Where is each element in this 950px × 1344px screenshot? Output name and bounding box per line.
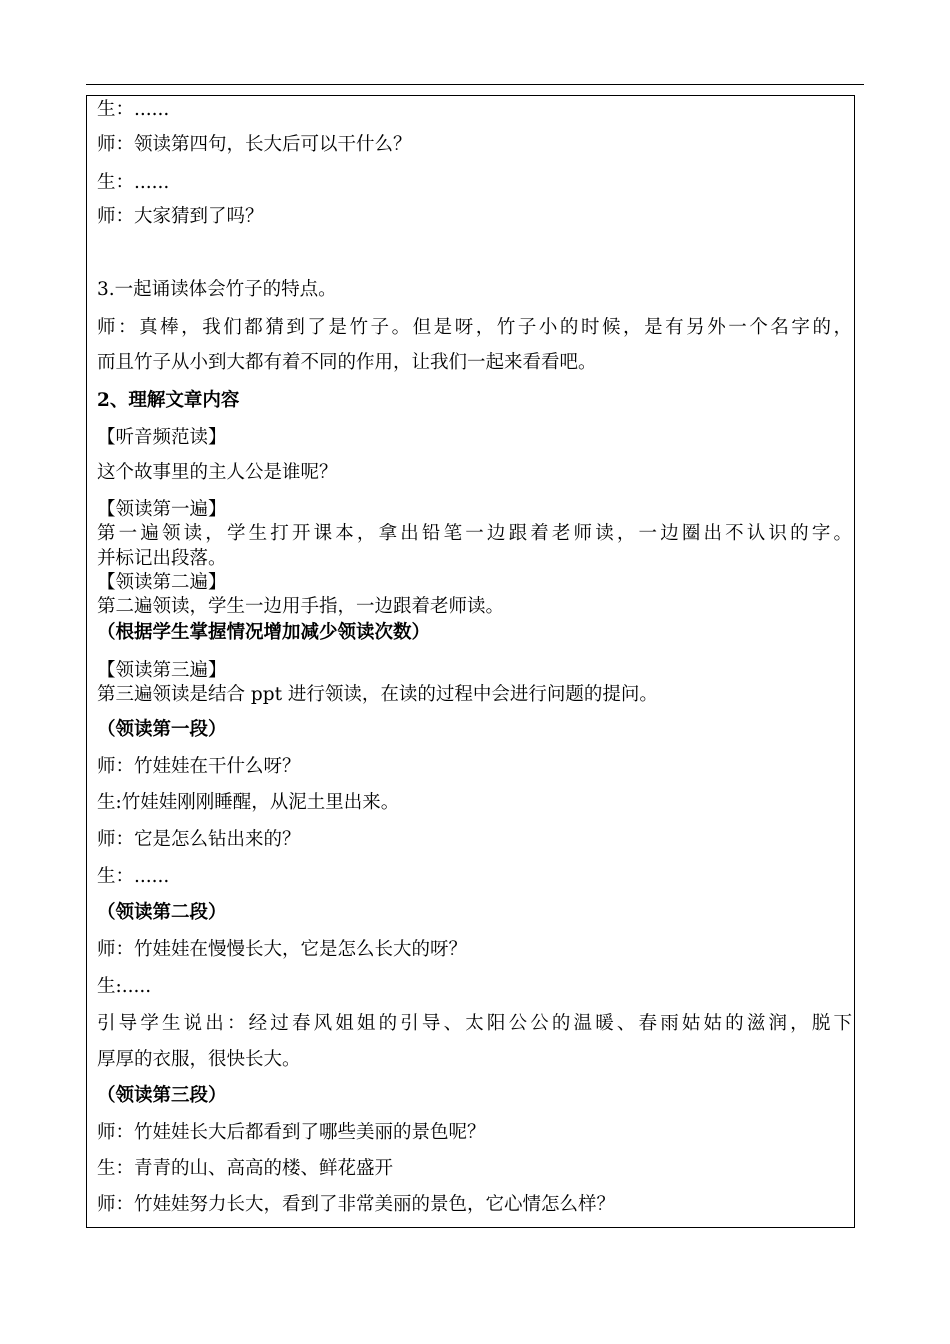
paragraph-heading: （领读第一段） xyxy=(97,719,227,740)
student-reply-line: 生：...... xyxy=(97,172,170,193)
step-heading: 3.一起诵读体会竹子的特点。 xyxy=(97,279,337,300)
teacher-question-line: 师：竹娃娃在干什么呀？ xyxy=(97,756,301,777)
student-reply-line: 生:..... xyxy=(97,976,152,997)
activity-label: 【领读第一遍】 xyxy=(97,499,227,520)
teacher-paragraph-line: 师：真棒，我们都猜到了是竹子。但是呀，竹子小的时候，是有另外一个名字的， xyxy=(97,317,852,338)
note-line: （根据学生掌握情况增加减少领读次数） xyxy=(97,622,431,643)
teacher-question-line: 师：领读第四句，长大后可以干什么？ xyxy=(97,134,412,155)
instruction-line: 第二遍领读，学生一边用手指，一边跟着老师读。 xyxy=(97,596,505,617)
student-reply-line: 生：...... xyxy=(97,866,170,887)
guidance-line: 厚厚的衣服，很快长大。 xyxy=(97,1049,301,1070)
teacher-paragraph-line: 而且竹子从小到大都有着不同的作用，让我们一起来看看吧。 xyxy=(97,352,597,373)
teacher-question-line: 师：竹娃娃在慢慢长大，它是怎么长大的呀？ xyxy=(97,939,468,960)
paragraph-heading: （领读第二段） xyxy=(97,902,227,923)
teacher-question-line: 师：竹娃娃长大后都看到了哪些美丽的景色呢？ xyxy=(97,1122,486,1143)
teacher-question-line: 师：它是怎么钻出来的？ xyxy=(97,829,301,850)
section-heading: 2、理解文章内容 xyxy=(97,390,240,411)
student-reply-line: 生：青青的山、高高的楼、鲜花盛开 xyxy=(97,1158,394,1179)
guidance-line: 引导学生说出：经过春风姐姐的引导、太阳公公的温暖、春雨姑姑的滋润，脱下 xyxy=(97,1013,852,1034)
teacher-question-line: 师：竹娃娃努力长大，看到了非常美丽的景色，它心情怎么样？ xyxy=(97,1194,616,1215)
activity-label: 【领读第三遍】 xyxy=(97,660,227,681)
teacher-question-line: 师：大家猜到了吗？ xyxy=(97,206,264,227)
instruction-line: 第一遍领读，学生打开课本，拿出铅笔一边跟着老师读，一边圈出不认识的字。 xyxy=(97,523,852,544)
student-reply-line: 生：...... xyxy=(97,99,170,120)
student-reply-line: 生:竹娃娃刚刚睡醒，从泥土里出来。 xyxy=(97,792,400,813)
activity-label: 【听音频范读】 xyxy=(97,427,227,448)
activity-label: 【领读第二遍】 xyxy=(97,572,227,593)
question-line: 这个故事里的主人公是谁呢？ xyxy=(97,462,338,483)
header-rule xyxy=(86,84,864,85)
paragraph-heading: （领读第三段） xyxy=(97,1085,227,1106)
instruction-line: 并标记出段落。 xyxy=(97,548,227,569)
instruction-line: 第三遍领读是结合 ppt 进行领读，在读的过程中会进行问题的提问。 xyxy=(97,684,658,705)
lesson-table-cell xyxy=(86,95,855,1228)
